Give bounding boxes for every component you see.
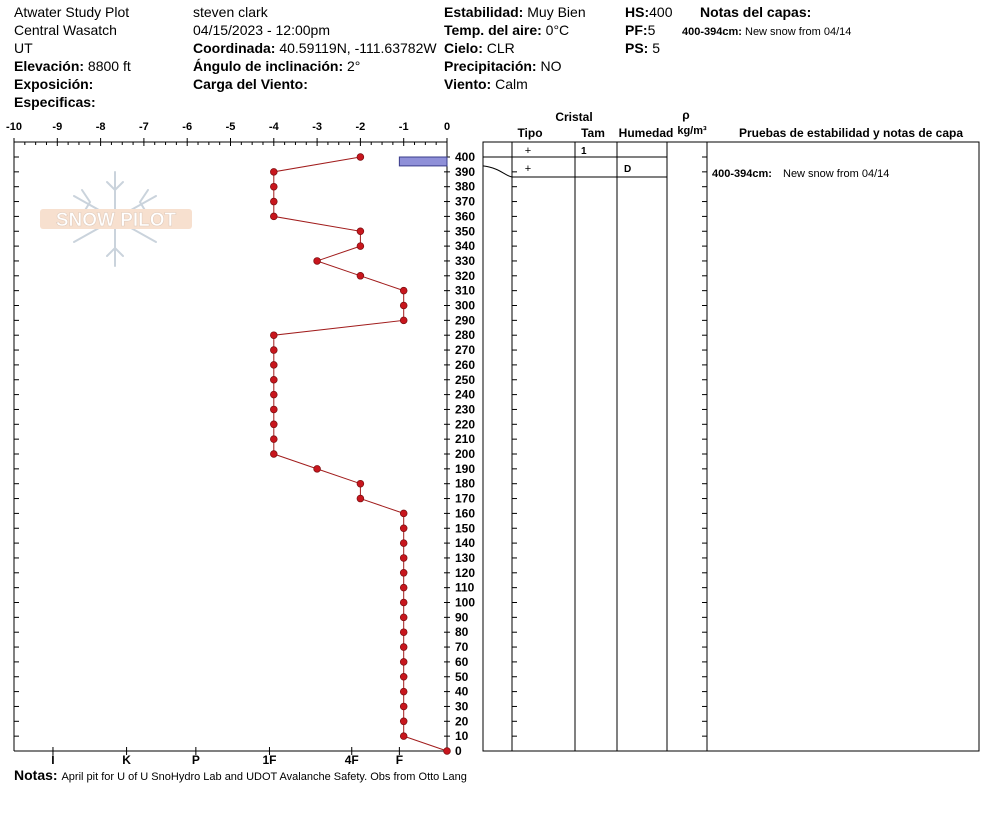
height-tick-label: 330 — [455, 253, 476, 268]
hardness-tick-label: F — [395, 753, 404, 767]
pf-value: 5 — [647, 22, 656, 38]
layer-connector — [483, 166, 512, 177]
notes-text: April pit for U of U SnoHydro Lab and UDOT Avalanche Safety. Obs from Otto Lang — [61, 771, 467, 783]
temp-tick-label: -9 — [52, 121, 63, 133]
temperature-point — [400, 599, 407, 606]
temp-tick-label: -3 — [312, 121, 322, 133]
height-tick-label: 320 — [455, 268, 476, 283]
observer-name: steven clark — [193, 4, 268, 20]
temperature-point — [400, 629, 407, 636]
temperature-point — [270, 451, 277, 458]
temp-tick-label: -1 — [398, 121, 409, 133]
temperature-point — [400, 569, 407, 576]
temperature-point — [270, 362, 277, 369]
temperature-point — [314, 465, 321, 472]
hardness-axis — [51, 753, 403, 767]
temperature-point — [357, 243, 364, 250]
elevation-label: Elevación: — [14, 58, 85, 74]
height-tick-label: 310 — [455, 283, 476, 298]
temperature-point — [400, 525, 407, 532]
location-name: Atwater Study Plot — [14, 4, 130, 20]
temperature-point — [400, 644, 407, 651]
temperature-point — [270, 436, 277, 443]
temp-tick-label: -2 — [355, 121, 366, 133]
air-temp-value: 0°C — [545, 22, 570, 38]
wind-load-label: Carga del Viento: — [193, 76, 308, 92]
height-tick-label: 60 — [455, 654, 469, 669]
hardness-tick-label: I — [51, 753, 55, 767]
hardness-bar — [399, 157, 447, 166]
height-tick-label: 200 — [455, 447, 476, 461]
temperature-point — [400, 703, 407, 710]
temp-tick-label: -6 — [182, 121, 193, 133]
height-tick-label: 340 — [455, 239, 476, 254]
ps-value: 5 — [652, 40, 661, 56]
temp-tick-label: -4 — [268, 121, 279, 133]
stability-value: Muy Bien — [527, 4, 586, 20]
hardness-tick-label: 4F — [344, 753, 359, 767]
layer-note-range: 400-394cm: — [712, 168, 772, 180]
range-name: Central Wasatch — [14, 22, 117, 38]
row2-moisture: D — [624, 164, 632, 175]
state-name: UT — [14, 40, 33, 56]
height-tick-label: 280 — [455, 328, 476, 343]
slope-value: 2° — [347, 58, 361, 74]
temp-tick-label: -7 — [139, 121, 149, 133]
height-tick-label: 370 — [455, 194, 476, 209]
layer-notes-text: New snow from 04/14 — [745, 26, 852, 38]
temp-tick-label: -10 — [6, 121, 22, 133]
temperature-point — [400, 584, 407, 591]
height-tick-label: 70 — [455, 640, 469, 655]
height-tick-label: 180 — [455, 476, 476, 491]
height-tick-label: 10 — [455, 729, 469, 744]
row2-type-symbol: + — [524, 163, 532, 175]
pf-label: PF: — [625, 22, 648, 38]
row1-type-symbol: + — [524, 145, 532, 157]
height-tick-label: 30 — [455, 699, 469, 714]
precip-label: Precipitación: — [444, 58, 537, 74]
wind-value: Calm — [495, 76, 528, 92]
slope-label: Ángulo de inclinación: — [193, 58, 344, 74]
coordinates-value: 40.59119N, -111.63782W — [279, 40, 437, 56]
temperature-point — [400, 302, 407, 309]
height-tick-label: 110 — [455, 580, 475, 595]
crystal-header: Cristal — [555, 110, 593, 124]
hs-value: 400 — [649, 4, 673, 20]
temperature-point — [270, 332, 277, 339]
height-tick-label: 150 — [455, 521, 476, 536]
height-tick-label: 350 — [455, 224, 476, 239]
temperature-point — [400, 733, 407, 740]
temperature-point — [400, 614, 407, 621]
layer-notes-title: Notas del capas: — [700, 4, 812, 20]
height-tick-label: 120 — [455, 565, 476, 580]
observation-datetime: 04/15/2023 - 12:00pm — [193, 22, 330, 38]
tests-header: Pruebas de estabilidad y notas de capa — [738, 126, 964, 140]
temperature-point — [270, 347, 277, 354]
sky-value: CLR — [486, 40, 515, 56]
snowpilot-logo — [40, 172, 192, 266]
temperature-point — [400, 718, 407, 725]
height-tick-label: 360 — [455, 209, 476, 224]
temperature-point — [357, 495, 364, 502]
moisture-header: Humedad — [618, 126, 674, 140]
height-tick-label: 290 — [455, 313, 476, 328]
temperature-point — [400, 317, 407, 324]
temperature-point — [400, 510, 407, 517]
hardness-tick-label: 1F — [262, 753, 277, 767]
temperature-point — [400, 659, 407, 666]
temperature-point — [270, 406, 277, 413]
coordinates-label: Coordinada: — [193, 40, 276, 56]
type-header: Tipo — [517, 126, 543, 140]
stratigraphy-table-frame — [483, 142, 979, 751]
temperature-point — [270, 213, 277, 220]
height-tick-label: 50 — [455, 669, 469, 684]
temperature-point — [400, 673, 407, 680]
hs-label: HS: — [625, 4, 650, 20]
height-tick-label: 300 — [455, 298, 476, 313]
density-symbol: ρ — [682, 108, 690, 122]
height-tick-label: 80 — [455, 625, 469, 640]
hardness-tick-label: K — [122, 753, 131, 767]
temperature-point — [270, 168, 277, 175]
temperature-point — [357, 480, 364, 487]
temperature-point — [270, 376, 277, 383]
height-tick-label: 380 — [455, 179, 476, 194]
precip-value: NO — [540, 58, 562, 74]
height-tick-label: 130 — [455, 550, 476, 565]
height-tick-label: 170 — [455, 491, 476, 506]
temperature-point — [357, 272, 364, 279]
temp-tick-label: 0 — [443, 121, 451, 133]
temperature-point — [314, 258, 321, 265]
height-tick-label: 20 — [455, 714, 469, 729]
stability-label: Estabilidad: — [444, 4, 524, 20]
temperature-point — [444, 748, 451, 755]
air-temp-label: Temp. del aire: — [444, 22, 542, 38]
height-tick-label: 140 — [455, 536, 476, 551]
temperature-point — [270, 183, 277, 190]
wind-label: Viento: — [444, 76, 492, 92]
temperature-point — [400, 540, 407, 547]
temp-tick-label: -8 — [95, 121, 106, 133]
specifics-label: Especificas: — [14, 94, 96, 110]
row1-size: 1 — [581, 146, 587, 157]
height-tick-label: 210 — [455, 432, 476, 447]
height-tick-label: 260 — [455, 357, 476, 372]
density-unit: kg/m³ — [677, 125, 707, 137]
height-tick-label: 190 — [455, 461, 476, 476]
layer-notes-range: 400-394cm: — [682, 26, 742, 38]
height-tick-label: 100 — [455, 595, 476, 610]
logo-text: SNOW PILOT — [55, 210, 177, 231]
height-tick-label: 90 — [455, 610, 469, 625]
temperature-point — [357, 228, 364, 235]
height-tick-label: 230 — [455, 402, 476, 417]
layer-note-text: New snow from 04/14 — [783, 168, 890, 180]
height-tick-label: 390 — [455, 164, 476, 179]
height-tick-label: 160 — [455, 506, 476, 521]
aspect-label: Exposición: — [14, 76, 94, 92]
temperature-point — [357, 154, 364, 161]
notes-label: Notas: — [14, 767, 58, 783]
temperature-point — [270, 198, 277, 205]
crystal-table-headers — [517, 108, 963, 140]
height-tick-label: 240 — [455, 387, 476, 402]
temperature-point — [270, 421, 277, 428]
height-tick-label: 250 — [455, 372, 476, 387]
height-tick-label: 40 — [455, 684, 469, 699]
temperature-point — [400, 287, 407, 294]
height-tick-label: 400 — [455, 150, 476, 164]
temperature-point — [400, 555, 407, 562]
ps-label: PS: — [625, 40, 649, 56]
size-header: Tam — [581, 126, 605, 140]
temperature-axis — [6, 121, 450, 133]
height-tick-label: 220 — [455, 417, 476, 432]
temperature-point — [400, 688, 407, 695]
height-tick-label: 270 — [455, 343, 476, 358]
elevation-value: 8800 ft — [87, 58, 131, 74]
temp-tick-label: -5 — [225, 121, 236, 133]
height-tick-label: 0 — [455, 744, 462, 758]
sky-label: Cielo: — [444, 40, 483, 56]
temperature-point — [270, 391, 277, 398]
hardness-tick-label: P — [191, 753, 200, 767]
